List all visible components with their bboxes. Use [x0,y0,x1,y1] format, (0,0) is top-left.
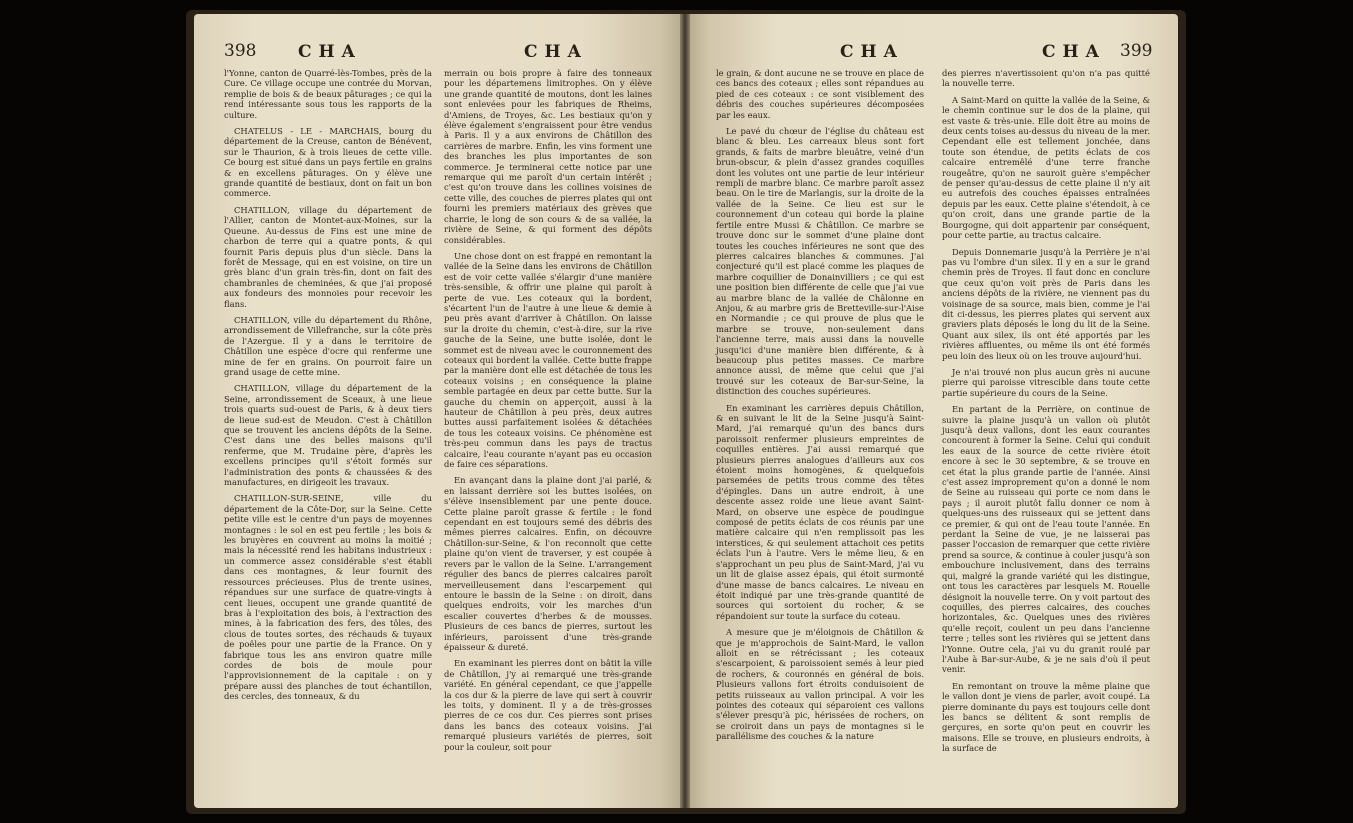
paragraph: En avançant dans la plaine dont j'ai parlé, & en laissant derrière soi les buttes isolées, on s'élève insensiblement par une pente douce. Cette plaine paroît grasse & fertile : le fond cependant en est toujours semé des débris des mêmes pierres calcaires. Enfin, on découvre Châtillon-sur-Seine, & l'on reconnoît que cette plaine qu'on vient de traverser, y est coupée à revers par le vallon de la Seine. L'arrangement régulier des bancs de pierres calcaires paroît merveilleusement dans l'escarpement qui entoure le bassin de la Seine : on diroit, dans quelques endroits, voir les marches d'un escalier couvertes d'herbes & de mousses. Plusieurs de ces bancs de pierres, surtout les inférieurs, paroissent d'une très-grande épaisseur & dureté. [444,475,652,652]
left-page-column-2 [444,68,652,758]
paragraph: CHATELUS - LE - MARCHAIS, bourg du département de la Creuse, canton de Bénévent, sur le Thaurion, & à trois lieues de cette ville. Ce bourg est situé dans un pays fertile en grains & en excellens pâturages. On y élève une grande quantité de bestiaux, dont on fait un bon commerce. [224,126,432,199]
paragraph: CHATILLON, ville du département du Rhône, arrondissement de Villefranche, sur la côte près de l'Azergue. Il y a dans le territoire de Châtillon une espèce d'ocre qui renferme une mine de fer en grains. On pourroit faire un grand usage de cette mine. [224,314,432,377]
paragraph: l'Yonne, canton de Quarré-lès-Tombes, près de la Cure. Ce village occupe une contrée du Morvan, remplie de bois & de beaux pâturages ; ce qui la rend intéressante sous tous les rapports de la culture. [224,68,432,120]
open-book [186,10,1186,814]
left-page [194,14,680,808]
paragraph: Le pavé du chœur de l'église du château est blanc & bleu. Les carreaux bleus sont fort grands, & faits de marbre bleuâtre, veiné d'un brun-obscur, & plein d'assez grandes coquilles dont les volutes ont une partie de leur intérieur rempli de marbre blanc. Ce marbre paroît assez beau. On le tire de Marlangis, sur la droite de la vallée de la Seine. Ce lieu est sur le couronnement d'un coteau qui borde la plaine fertile entre Mussi & Châtillon. Ce marbre se trouve donc sur le sommet d'une plaine dont toutes les couches inférieures ne sont que des pierres calcaires blanches & communes. J'ai conjecturé qu'il est placé comme les plaques de marbre coquillier de Donainvilliers ; ce qui est une position bien différente de celle que j'ai vue au marbre blanc de la vallée de Châlonne en Anjou, & au marbre gris de Bretteville-sur-l'Aise en Normandie ; ce qui prouve de plus que le marbre se trouve, non-seulement dans l'ancienne terre, mais aussi dans la nouvelle jusqu'ici d'une manière bien différente, & à beaucoup plus petites masses. Ce marbre annonce aussi, de même que celui que j'ai trouvé sur les coteaux de Bar-sur-Seine, la distinction des couches supérieures. [716,126,924,397]
paragraph: des pierres n'avertissoient qu'on n'a pas quitté la nouvelle terre. [942,68,1150,89]
paragraph: CHATILLON, village du département de la Seine, arrondissement de Sceaux, à une lieue trois quarts sud-ouest de Paris, & à deux tiers de lieue sud-est de Meudon. C'est à Châtillon que se trouvent les anciens dépôts de la Seine. C'est dans une des belles maisons qu'il renferme, que M. Trudaine père, d'après les excellens principes qu'il s'étoit formés sur l'administration des ponts & chaussées & des manufactures, en dirigeoit les travaux. [224,383,432,488]
paragraph: Je n'ai trouvé non plus aucun grès ni aucune pierre qui paroisse vitrescible dans toute cette partie supérieure du cours de la Seine. [942,366,1150,398]
paragraph: A mesure que je m'éloignois de Châtillon & que je m'approchois de Saint-Mard, le vallon alloit en se rétrécissant ; les coteaux s'escarpoient, & paroissoient semés à leur pied de rochers, & couronnés en général de bois. Plusieurs vallons fort étroits conduisoient de petits ruisseaux au vallon principal. A voir les pointes des coteaux qui séparoient ces vallons s'élever presqu'à pic, hérissées de rochers, on se croiroit dans un pays de montagnes si le parallélisme des couches & la nature [716,627,924,742]
paragraph: CHATILLON, village du département de l'Allier, canton de Montet-aux-Moines, sur la Queune. Au-dessus de Fins est une mine de charbon de terre qui a quatre ponts, & qui fournit Paris depuis plus d'un siècle. Dans la forêt de Message, qui en est voisine, on tire un grès blanc d'un grain très-fin, dont on fait des chambranles de cheminées, & que j'ai proposé aux fondeurs des monnoies pour recevoir les flans. [224,204,432,309]
paragraph: En partant de la Perrière, on continue de suivre la plaine jusqu'à un vallon où plutôt jusqu'à deux vallons, dont les eaux courantes concourent à former la Seine. Celui qui conduit les eaux de la source de cette rivière étoit encore à sec le 30 septembre, & se trouve en cet état la plus grande partie de l'année. Ainsi c'est assez improprement qu'on a donné le nom de Seine au ruisseau qui porte ce nom dans le pays ; il auroit plutôt fallu donner ce nom à quelques-uns des ruisseaux qui se jettent dans ce premier, & qui ont de l'eau toute l'année. En perdant la Seine de vue, je ne laisserai pas passer l'occasion de remarquer que cette rivière prend sa source, & continue à couler jusqu'à son embouchure inclusivement, dans des terrains qui, malgré la grande variété qui les distingue, ont tous les caractères par lesquels M. Rouelle désignoit la nouvelle terre. On y voit partout des coquilles, des pierres calcaires, des couches horizontales, &c. Quelques unes des rivières qu'elle reçoit, coulent un peu dans l'ancienne terre ; telles sont les rivières qui se jettent dans l'Yonne. Outre cela, j'ai vu du granit roulé par l'Aube à Bar-sur-Aube, & je ne sais d'où il peut venir. [942,404,1150,675]
left-page-column-1 [224,68,432,708]
running-head-right-1: CHA [840,42,904,62]
paragraph: Depuis Donnemarie jusqu'à la Perrière je n'ai pas vu l'ombre d'un silex. Il y en a sur le grand chemin près de Troyes. Il faut donc en conclure que ceux qu'on voit près de Paris dans les anciens dépôts de la rivière, ne viennent pas du voisinage de sa source, mais bien, comme je l'ai dit ci-dessus, les pierres plates qui servent aux graviers plats déposés le long du lit de la Seine. Quant aux silex, ils ont été apportés par les rivières affluentes, ou même ils ont été formés peu loin des lieux où on les trouve aujourd'hui. [942,246,1150,361]
page-number-right: 399 [1120,41,1153,61]
right-page-column-2 [942,68,1150,760]
running-head-left-1: CHA [298,42,362,62]
paragraph: En examinant les carrières depuis Châtillon, & en suivant le lit de la Seine jusqu'à Saint-Mard, j'ai remarqué qu'un des bancs durs paroissoit renfermer plusieurs empreintes de coquilles entières. J'ai aussi remarqué que plusieurs pierres analogues d'ailleurs aux cos étoient moins homogènes, & quelquefois parsemées de petits trous comme des têtes d'épingles. Dans un autre endroit, à une descente assez roide une lieue avant Saint-Mard, on observe une espèce de poudingue composé de petits éclats de cos réunis par une matière calcaire qui n'en remplissoit pas les interstices, & qui seulement attachoit ces petits éclats l'un à l'autre. Vers le même lieu, & en s'approchant un peu plus de Saint-Mard, j'ai vu un lit de glaise assez épais, qui étoit surmonté d'une masse de bancs calcaires. Le niveau en étoit indiqué par une très-grande quantité de sources qui sortoient du rocher, & se répandoient sur toute la surface du coteau. [716,402,924,621]
paragraph: Une chose dont on est frappé en remontant la vallée de la Seine dans les environs de Châtillon est de voir cette vallée s'élargir d'une manière très-sensible, & offrir une plaine qui paroît à perte de vue. Les coteaux qui la bordent, s'écartent l'un de l'autre à une lieue & demie à peu près avant d'arriver à Châtillon. On laisse sur la droite du chemin, c'est-à-dire, sur la rive gauche de la Seine, une butte isolée, dont le sommet est de niveau avec le couronnement des coteaux qui bordent la vallée. Cette butte frappe par la manière dont elle est détachée de tous les coteaux voisins ; en conséquence la plaine semble partagée en deux par cette butte. Sur la gauche du chemin on apperçoit, aussi à la hauteur de Châtillon à peu près, deux autres buttes aussi parfaitement isolées & détachées de tous les coteaux voisins. Ce phénomène est très-peu commun dans les pays de tractus calcaire, l'eau courante n'ayant pas eu occasion de faire ces séparations. [444,250,652,470]
paragraph: le grain, & dont aucune ne se trouve en place de ces bancs des coteaux ; elles sont répandues au pied de ces coteaux : ce sont visiblement des débris des couches supérieures décomposées par les eaux. [716,68,924,120]
right-page-column-1 [716,68,924,748]
paragraph: En remontant on trouve la même plaine que le vallon dont je viens de parler, avoit coupé. La pierre dominante du pays est toujours celle dont les bancs se délitent & sont remplis de gerçures, en sorte qu'on peut en couvrir les maisons. Elle se trouve, en plusieurs endroits, à la surface de [942,680,1150,754]
page-number-left: 398 [224,41,257,61]
running-head-left-2: CHA [524,42,588,62]
paragraph: merrain ou bois propre à faire des tonneaux pour les départemens limitrophes. On y élève une grande quantité de moutons, dont les laines sont enlevées pour les fabriques de Rheims, d'Amiens, de Troyes, &c. Les bestiaux qu'on y élève également s'engraissent pour être vendus à Paris. Il y a aux environs de Châtillon des carrières de marbre. Enfin, les vins forment une des branches les plus importantes de son commerce. Je terminerai cette notice par une remarque qui me paroît d'un certain intérêt ; c'est qu'on trouve dans les collines voisines de cette ville, des couches de pierres plates qui ont fourni les premiers matériaux des grèves que charrie, le long de son cours & de sa vallée, la rivière de Seine, & qui forment des dépôts considérables. [444,68,652,245]
right-page [690,14,1178,808]
paragraph: CHATILLON-SUR-SEINE, ville du département de la Côte-Dor, sur la Seine. Cette petite ville est le centre d'un pays de moyennes montagnes : le sol en est peu fertile ; les bois & les bruyères en couvrent au moins la moitié ; mais la nécessité rend les habitans industrieux : un commerce assez considérable s'est établi dans ces montagnes, & leur fournit des ressources précieuses. Plus de trente usines, répandues sur une surface de quatre-vingts à cent lieues, occupent une grande quantité de bras à l'exploitation des bois, à l'extraction des mines, à la fabrication des fers, des tôles, des clous de toutes sortes, des réchauds & tuyaux de poêles pour une partie de la France. On y fabrique tous les ans environ quatre mille cordes de bois de moule pour l'approvisionnement de la capitale : on y prépare aussi des planches de tout échantillon, des cercles, des tonneaux, & du [224,493,432,702]
paragraph: A Saint-Mard on quitte la vallée de la Seine, & le chemin continue sur le dos de la plaine, qui est vaste & très-unie. Elle doit être au moins de deux cents toises au-dessus du niveau de la mer. Cependant elle est tellement jonchée, dans toute son étendue, de petits éclats de cos calcaire entremêlé d'une terre franche rougeâtre, qu'on ne sauroit guère s'empêcher de penser qu'au-dessus de cette plaine il n'y ait eu autrefois des couches épaisses entraînées depuis par les eaux. Cette plaine s'étendoit, à ce qu'on croit, dans une grande partie de la Bourgogne, qui doit appartenir par conséquent, pour cette partie, au tractus calcaire. [942,94,1150,241]
paragraph: En examinant les pierres dont on bâtit la ville de Châtillon, j'y ai remarqué une très-grande variété. En général cependant, ce que j'appelle la cos dur & la pierre de lave qui sert à couvrir les toits, y dominent. Il y a de très-grosses pierres de ce cos dur. Ces pierres sont prises dans les bancs des coteaux voisins. J'ai remarqué plusieurs variétés de pierres, soit pour la couleur, soit pour [444,658,652,752]
book-gutter [680,14,690,808]
running-head-right-2: CHA [1042,42,1106,62]
